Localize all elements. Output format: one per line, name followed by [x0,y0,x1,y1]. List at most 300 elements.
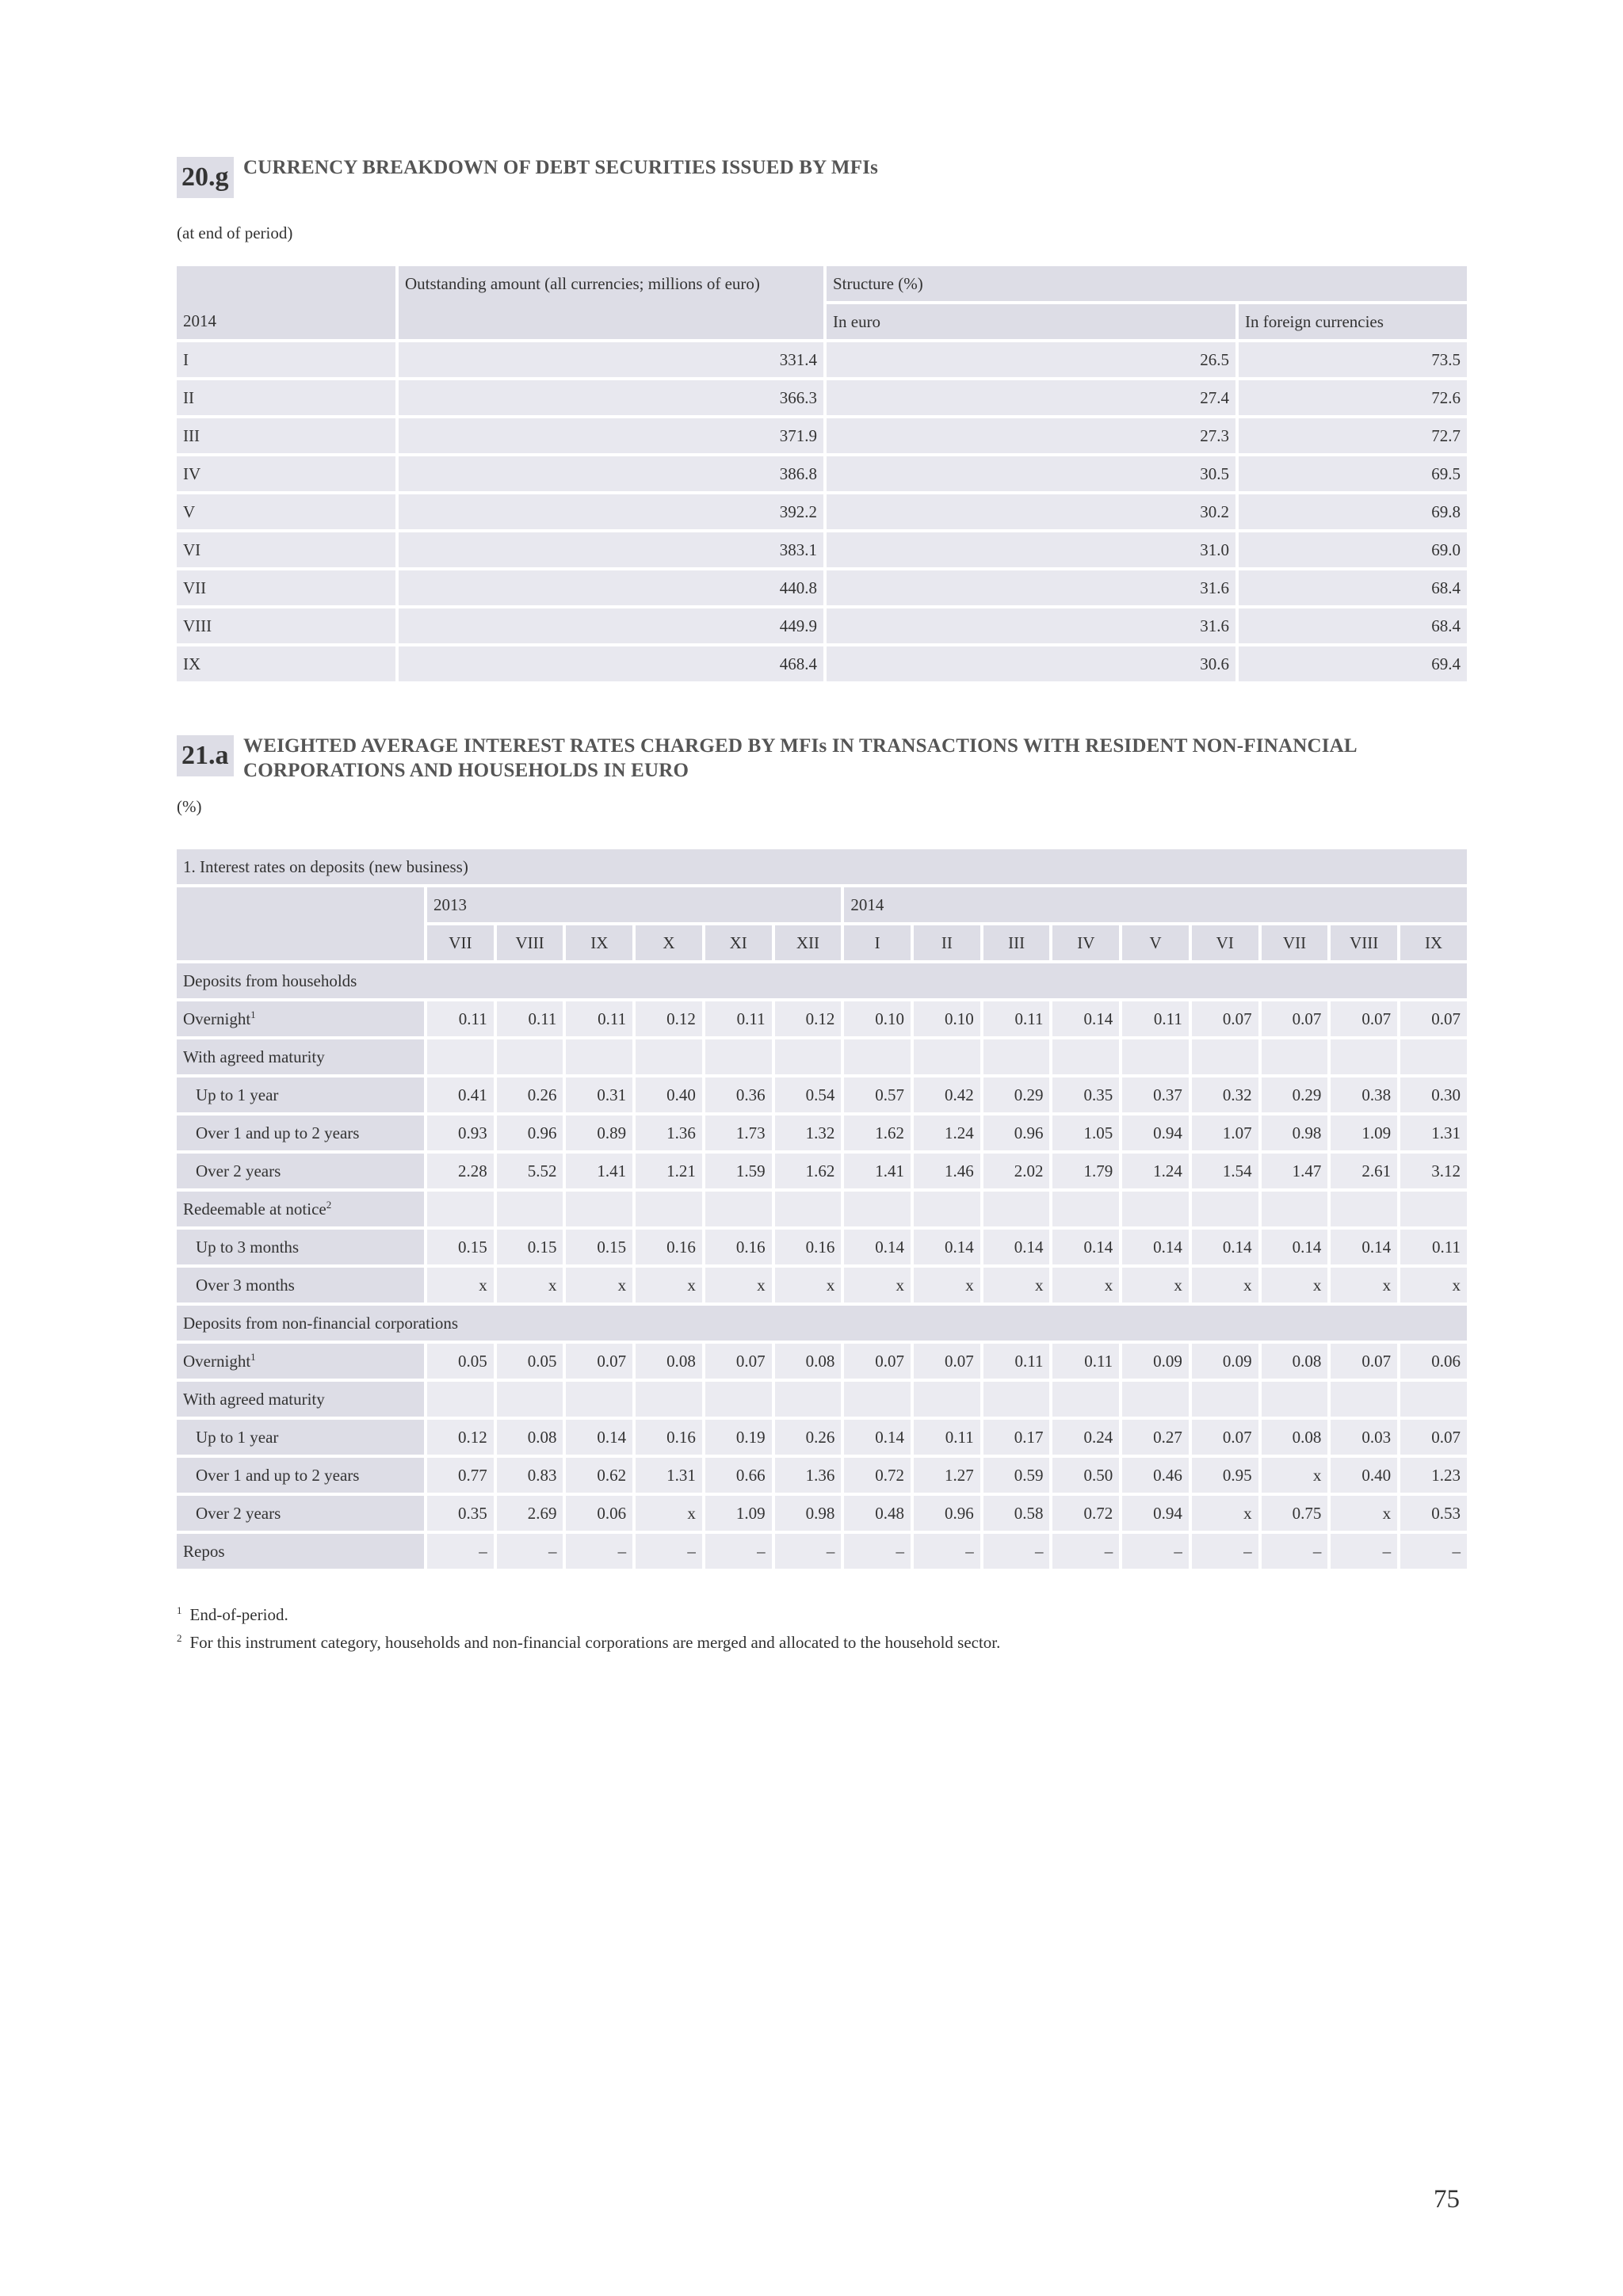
section-title-line: CORPORATIONS AND HOUSEHOLDS IN EURO [243,760,689,781]
rate-cell [983,1039,1050,1074]
rate-cell [1400,1192,1467,1226]
section-code-badge: 20.g [177,157,234,198]
period-cell: IX [177,646,395,681]
section-title-line: WEIGHTED AVERAGE INTEREST RATES CHARGED BY MFIs IN TRANSACTIONS WITH RESIDENT NON-FINANCIAL [243,735,1358,757]
rate-cell: 0.40 [1331,1458,1397,1493]
structure-header: Structure (%) [827,266,1467,301]
rate-cell: 0.14 [844,1230,911,1264]
footnote-mark: 1 [250,1351,256,1363]
row-label [177,1230,424,1264]
foreign-share-cell: 69.5 [1239,456,1467,491]
rate-cell: x [1192,1268,1258,1302]
rate-cell: 0.08 [636,1344,702,1379]
rate-cell: 0.14 [1192,1230,1258,1264]
rate-cell [1331,1039,1397,1074]
rate-cell [636,1382,702,1417]
rate-cell: x [983,1268,1050,1302]
row-label-text: Up to 1 year [196,1427,279,1447]
rate-cell: 0.11 [983,1344,1050,1379]
table-row [177,1077,1467,1112]
rate-cell: 1.47 [1262,1154,1328,1188]
rate-cell: x [1052,1268,1119,1302]
rate-cell: x [636,1496,702,1531]
rate-cell: 0.57 [844,1077,911,1112]
group-row [177,1306,1467,1341]
year-header: 2013 [427,887,841,922]
period-cell: II [177,380,395,415]
month-header: VII [427,925,494,960]
rate-cell: 0.14 [1052,1001,1119,1036]
rate-cell: 0.08 [497,1420,563,1455]
table-row [177,1001,1467,1036]
month-header: VI [1192,925,1258,960]
foreign-share-cell: 69.4 [1239,646,1467,681]
rate-cell: 0.83 [497,1458,563,1493]
rate-cell [844,1039,911,1074]
row-label-text: Up to 1 year [196,1085,279,1104]
rate-cell: 1.62 [844,1116,911,1150]
rate-cell: 2.02 [983,1154,1050,1188]
outstanding-cell: 449.9 [399,608,823,643]
rate-cell: 0.11 [1122,1001,1189,1036]
rate-cell: 0.07 [1400,1001,1467,1036]
row-label-text: Over 2 years [196,1161,281,1180]
table-row [177,494,1467,529]
rate-cell: – [1262,1534,1328,1569]
footnote-text: For this instrument category, households and non-financial corporations are merged and allocated to the household sector. [189,1633,1001,1652]
rate-cell: x [1122,1268,1189,1302]
euro-share-cell: 30.5 [827,456,1235,491]
rate-cell: 0.72 [1052,1496,1119,1531]
footnote-mark: 2 [326,1199,332,1211]
rate-cell [497,1039,563,1074]
rate-cell [427,1382,494,1417]
rate-cell: 0.42 [914,1077,980,1112]
rate-cell: 0.08 [1262,1344,1328,1379]
rate-cell [705,1039,772,1074]
foreign-share-cell: 72.7 [1239,418,1467,453]
month-header: V [1122,925,1189,960]
outstanding-cell: 366.3 [399,380,823,415]
euro-share-cell: 30.2 [827,494,1235,529]
rate-cell: 0.93 [427,1116,494,1150]
rate-cell: 0.94 [1122,1116,1189,1150]
rate-cell: x [1400,1268,1467,1302]
row-label [177,1268,424,1302]
rate-cell: 0.07 [1192,1001,1258,1036]
outstanding-cell: 331.4 [399,342,823,377]
outstanding-cell: 468.4 [399,646,823,681]
rate-cell: 1.24 [1122,1154,1189,1188]
rate-cell: 0.12 [636,1001,702,1036]
rate-cell: 0.98 [1262,1116,1328,1150]
euro-share-cell: 26.5 [827,342,1235,377]
rate-cell: 0.16 [636,1230,702,1264]
rate-cell: – [636,1534,702,1569]
rate-cell [1122,1192,1189,1226]
foreign-share-cell: 69.8 [1239,494,1467,529]
rate-cell: x [1262,1268,1328,1302]
rate-cell: x [705,1268,772,1302]
rate-cell: 0.96 [914,1496,980,1531]
rate-cell: – [844,1534,911,1569]
euro-share-cell: 30.6 [827,646,1235,681]
rate-cell: 0.08 [775,1344,842,1379]
rate-cell: 0.53 [1400,1496,1467,1531]
table-row [177,1382,1467,1417]
rate-cell [1400,1382,1467,1417]
rate-cell: 0.11 [497,1001,563,1036]
rate-cell: 0.14 [1262,1230,1328,1264]
row-label [177,1077,424,1112]
rate-cell: 0.11 [1052,1344,1119,1379]
rate-cell: 0.05 [497,1344,563,1379]
rate-cell: 1.73 [705,1116,772,1150]
month-header: IX [566,925,632,960]
rate-cell: x [1331,1268,1397,1302]
table-row [177,646,1467,681]
outstanding-cell: 371.9 [399,418,823,453]
rate-cell: 0.54 [775,1077,842,1112]
rate-cell: 0.15 [427,1230,494,1264]
rate-cell: 0.14 [1052,1230,1119,1264]
period-cell: I [177,342,395,377]
rate-cell: 0.14 [983,1230,1050,1264]
rate-cell [1192,1039,1258,1074]
rate-cell: 1.54 [1192,1154,1258,1188]
rate-cell: – [566,1534,632,1569]
rate-cell: 0.11 [705,1001,772,1036]
rate-cell: 0.72 [844,1458,911,1493]
rate-cell: 0.15 [566,1230,632,1264]
rate-cell: 0.46 [1122,1458,1189,1493]
table-row [177,1496,1467,1531]
rate-cell [497,1382,563,1417]
rate-cell: 0.29 [1262,1077,1328,1112]
rate-cell: 1.21 [636,1154,702,1188]
in-euro-header: In euro [827,304,1235,339]
rate-cell [1262,1192,1328,1226]
table-row [177,1268,1467,1302]
rate-cell [844,1192,911,1226]
row-label [177,1534,424,1569]
rate-cell: 0.17 [983,1420,1050,1455]
rate-cell [844,1382,911,1417]
rate-cell: 2.28 [427,1154,494,1188]
rate-cell: 0.14 [566,1420,632,1455]
rate-cell [497,1192,563,1226]
rate-cell: 0.40 [636,1077,702,1112]
rate-cell: x [1192,1496,1258,1531]
rate-cell: – [1122,1534,1189,1569]
rate-cell: 2.61 [1331,1154,1397,1188]
group-label: Deposits from non-financial corporations [177,1306,1467,1341]
rate-cell: 0.50 [1052,1458,1119,1493]
year-header: 2014 [844,887,1467,922]
rate-cell: 0.07 [914,1344,980,1379]
rate-cell: 0.07 [705,1344,772,1379]
rate-cell: 0.66 [705,1458,772,1493]
month-header: XI [705,925,772,960]
rate-cell: 1.27 [914,1458,980,1493]
rate-cell [775,1382,842,1417]
rate-cell: 0.94 [1122,1496,1189,1531]
row-label-text: Over 3 months [196,1275,295,1295]
rate-cell: 1.46 [914,1154,980,1188]
rate-cell: 0.07 [1331,1344,1397,1379]
rate-cell: 0.31 [566,1077,632,1112]
rate-cell: – [914,1534,980,1569]
table-row [177,1154,1467,1188]
rate-cell: 1.59 [705,1154,772,1188]
row-label-text: Over 1 and up to 2 years [196,1465,360,1485]
row-label [177,1382,424,1417]
row-label [177,1039,424,1074]
foreign-share-cell: 72.6 [1239,380,1467,415]
rate-cell: 1.62 [775,1154,842,1188]
rate-cell [1052,1382,1119,1417]
rate-cell [1122,1382,1189,1417]
unit-note: (at end of period) [177,223,293,242]
rate-cell: 1.31 [636,1458,702,1493]
currency-breakdown-table [174,263,1470,685]
rate-cell [1052,1039,1119,1074]
row-label-text: Redeemable at notice [183,1199,327,1219]
rate-cell: 0.08 [1262,1420,1328,1455]
rate-cell: 0.75 [1262,1496,1328,1531]
rate-cell: 0.24 [1052,1420,1119,1455]
page-number: 75 [1434,2185,1460,2214]
month-header: VII [1262,925,1328,960]
row-label [177,1116,424,1150]
rate-cell: 0.11 [427,1001,494,1036]
rate-cell [566,1382,632,1417]
row-label-text: Repos [183,1541,225,1561]
footnote-mark: 1 [250,1009,256,1020]
rate-cell: 0.30 [1400,1077,1467,1112]
rate-cell: 0.16 [775,1230,842,1264]
rate-cell: 1.36 [636,1116,702,1150]
table-row [177,1534,1467,1569]
period-cell: IV [177,456,395,491]
rate-cell: 0.09 [1192,1344,1258,1379]
period-cell: V [177,494,395,529]
group-row [177,963,1467,998]
rate-cell: 0.89 [566,1116,632,1150]
row-label-text: Over 1 and up to 2 years [196,1123,360,1142]
rate-cell: 0.96 [497,1116,563,1150]
rate-cell [427,1039,494,1074]
rate-cell: x [566,1268,632,1302]
period-cell: VIII [177,608,395,643]
month-header: IX [1400,925,1467,960]
rate-cell: 0.14 [914,1230,980,1264]
rate-cell: 1.09 [705,1496,772,1531]
rate-cell [914,1192,980,1226]
rate-cell: x [497,1268,563,1302]
outstanding-cell: 440.8 [399,570,823,605]
foreign-header: In foreign currencies [1239,304,1467,339]
rate-cell: 1.07 [1192,1116,1258,1150]
rate-cell: x [844,1268,911,1302]
rate-cell: x [1262,1458,1328,1493]
row-label-text: Over 2 years [196,1503,281,1523]
month-header: VIII [1331,925,1397,960]
rate-cell: – [1400,1534,1467,1569]
table-row [177,1420,1467,1455]
table-row [177,608,1467,643]
rate-cell: 0.09 [1122,1344,1189,1379]
table-row [177,1458,1467,1493]
foreign-share-cell: 73.5 [1239,342,1467,377]
row-label-text: With agreed maturity [183,1047,325,1066]
table-row [177,1116,1467,1150]
rate-cell: 1.05 [1052,1116,1119,1150]
rate-cell: 0.59 [983,1458,1050,1493]
rate-cell: 0.48 [844,1496,911,1531]
month-header: IV [1052,925,1119,960]
rate-cell: 0.06 [1400,1344,1467,1379]
rate-cell: 1.41 [566,1154,632,1188]
rate-cell: 0.10 [914,1001,980,1036]
rate-cell [983,1192,1050,1226]
rate-cell: 0.26 [775,1420,842,1455]
rate-cell [1262,1039,1328,1074]
rate-cell [775,1039,842,1074]
month-header: II [914,925,980,960]
rate-cell: – [1331,1534,1397,1569]
table-row [177,342,1467,377]
euro-share-cell: 31.6 [827,570,1235,605]
section-title [243,734,1358,783]
rate-cell [566,1039,632,1074]
rate-cell: 0.11 [1400,1230,1467,1264]
footnote [177,1627,1000,1654]
row-label [177,1420,424,1455]
month-header: III [983,925,1050,960]
rate-cell: 0.07 [1400,1420,1467,1455]
table-row [177,380,1467,415]
table-row [177,418,1467,453]
rate-cell [1331,1192,1397,1226]
footnotes [177,1599,1000,1654]
rate-cell: 0.11 [983,1001,1050,1036]
period-cell: VI [177,532,395,567]
rate-cell: – [1192,1534,1258,1569]
row-label [177,1154,424,1188]
period-cell: VII [177,570,395,605]
rate-cell [1052,1192,1119,1226]
rate-cell [427,1192,494,1226]
rate-cell: 1.24 [914,1116,980,1150]
rate-cell [705,1382,772,1417]
rate-cell: – [983,1534,1050,1569]
rate-cell [1192,1382,1258,1417]
rate-cell: 0.98 [775,1496,842,1531]
rate-cell: x [636,1268,702,1302]
section-title: CURRENCY BREAKDOWN OF DEBT SECURITIES ISSUED BY MFIs [243,157,879,178]
rate-cell: 0.37 [1122,1077,1189,1112]
rate-cell [914,1382,980,1417]
rate-cell: 0.05 [427,1344,494,1379]
month-header: I [844,925,911,960]
table-row [177,1192,1467,1226]
rate-cell [705,1192,772,1226]
rate-cell [636,1039,702,1074]
interest-rates-table [174,846,1470,1572]
rate-cell: 1.32 [775,1116,842,1150]
rate-cell: 0.38 [1331,1077,1397,1112]
rate-cell [1262,1382,1328,1417]
row-label [177,1192,424,1226]
footnote-mark: 2 [177,1632,182,1644]
rate-cell: 1.09 [1331,1116,1397,1150]
rate-cell: 0.11 [914,1420,980,1455]
rate-cell: 0.12 [775,1001,842,1036]
section-code-badge: 21.a [177,735,234,776]
rate-cell [1122,1039,1189,1074]
rate-cell: 0.29 [983,1077,1050,1112]
rate-cell: 5.52 [497,1154,563,1188]
rate-cell: x [775,1268,842,1302]
rate-cell: 0.10 [844,1001,911,1036]
foreign-share-cell: 68.4 [1239,608,1467,643]
rate-cell: 0.35 [427,1496,494,1531]
rate-cell [914,1039,980,1074]
rate-cell: 3.12 [1400,1154,1467,1188]
corner-cell [177,887,424,960]
table-title: 1. Interest rates on deposits (new business) [177,849,1467,884]
rate-cell: 0.62 [566,1458,632,1493]
rate-cell [1400,1039,1467,1074]
footnote-text: End-of-period. [189,1605,288,1624]
rate-cell: 0.14 [844,1420,911,1455]
outstanding-cell: 386.8 [399,456,823,491]
rate-cell: 0.16 [636,1420,702,1455]
rate-cell: 0.16 [705,1230,772,1264]
rate-cell: 0.07 [1192,1420,1258,1455]
row-label-text: Up to 3 months [196,1237,300,1257]
row-label [177,1496,424,1531]
table-row [177,532,1467,567]
rate-cell [983,1382,1050,1417]
row-label-text: Overnight [183,1009,251,1028]
rate-cell: 0.07 [1331,1001,1397,1036]
euro-share-cell: 31.6 [827,608,1235,643]
year-header: 2014 [177,266,395,339]
euro-share-cell: 27.4 [827,380,1235,415]
row-label [177,1001,424,1036]
rate-cell [636,1192,702,1226]
footnote [177,1599,1000,1627]
rate-cell [1192,1192,1258,1226]
rate-cell: 0.27 [1122,1420,1189,1455]
rate-cell: 0.26 [497,1077,563,1112]
footnote-mark: 1 [177,1604,182,1616]
outstanding-header: Outstanding amount (all currencies; millions of euro) [399,266,823,339]
rate-cell: 0.03 [1331,1420,1397,1455]
unit-note: (%) [177,797,202,816]
outstanding-cell: 392.2 [399,494,823,529]
month-header: X [636,925,702,960]
foreign-share-cell: 68.4 [1239,570,1467,605]
rate-cell: 0.41 [427,1077,494,1112]
rate-cell: 1.31 [1400,1116,1467,1150]
rate-cell: – [427,1534,494,1569]
rate-cell: x [1331,1496,1397,1531]
rate-cell: x [914,1268,980,1302]
period-cell: III [177,418,395,453]
